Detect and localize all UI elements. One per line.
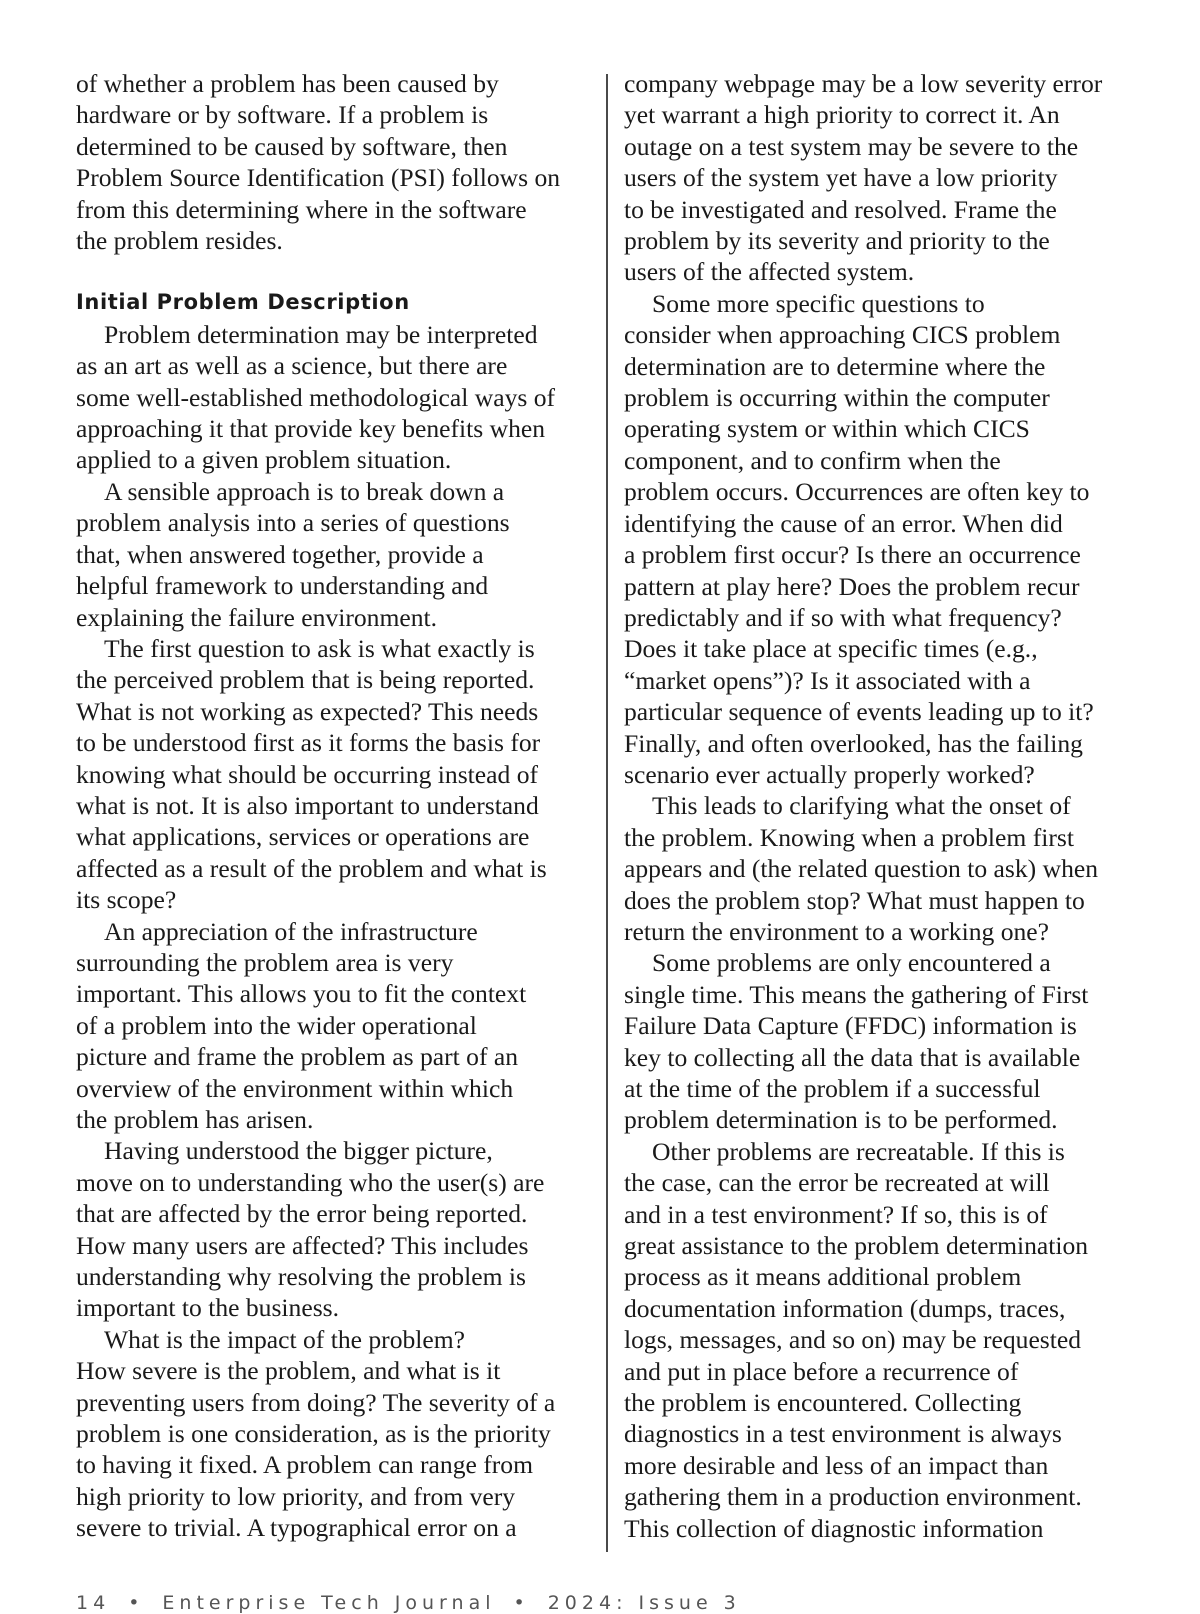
- right-column: [624, 68, 1144, 1544]
- footer-separator: •: [128, 1592, 145, 1614]
- intro-paragraph: of whether a problem has been caused by hardware or by software. If a problem is determined to be caused by software, then Problem Source Identification (PSI) follows on from this determining where in the software the problem resides.: [76, 69, 561, 256]
- body-paragraph: Problem determination may be interpreted as an art as well as a science, but there are some well-established methodological ways of approaching it that provide key benefits when applied to a given problem situation.: [76, 319, 556, 475]
- footer-separator: •: [513, 1592, 530, 1614]
- body-paragraph: This leads to clarifying what the onset of the problem. Knowing when a problem first appears and (the related question to ask) when does the problem stop? What must happen to return the environment to a working one?: [624, 791, 1099, 946]
- page-number: 14: [76, 1592, 111, 1614]
- body-paragraph: The first question to ask is what exactly is the perceived problem that is being reported. What is not working as expected? This needs to be understood first as it forms the basis for knowing what should be occurring instead of what is not. It is also important to understand what applications, services or operations are affected as a result of the problem and what is its scope?: [76, 633, 547, 915]
- left-column: [76, 68, 596, 1544]
- column-divider: [606, 74, 608, 1552]
- body-paragraph: A sensible approach is to break down a problem analysis into a series of questions that, when answered together, provide a helpful framework to understanding and explaining the failure environment.: [76, 476, 510, 632]
- body-paragraph: Having understood the bigger picture, move on to understanding who the user(s) are that are affected by the error being reported. How many users are affected? This includes understanding why resolving the problem is important to the business.: [76, 1136, 545, 1323]
- body-paragraph: What is the impact of the problem? How severe is the problem, and what is it preventing users from doing? The severity of a problem is one consideration, as is the priority to having it fixed. A problem can range from high priority to low priority, and from very severe to trivial. A typographical error on a: [76, 1324, 556, 1543]
- publication-name: Enterprise Tech Journal: [162, 1592, 496, 1614]
- body-paragraph: An appreciation of the infrastructure surrounding the problem area is very important. This allows you to fit the context of a problem into the wider operational picture and frame the problem as part of an overview of the environment within which the problem has arisen.: [76, 916, 527, 1134]
- body-paragraph: Other problems are recreatable. If this is the case, can the error be recreated at will and in a test environment? If so, this is of great assistance to the problem determination process as it means additional problem documentation information (dumps, traces, logs, messages, and so on) may be requested and put in place before a recurrence of the problem is encountered. Collecting diagnostics in a test environment is always more desirable and less of an impact than gathering them in a production environment. This collection of diagnostic information: [624, 1136, 1089, 1543]
- continued-paragraph: company webpage may be a low severity error yet warrant a high priority to correct it. An outage on a test system may be severe to the users of the system yet have a low priority to be investigated and resolved. Frame the problem by its severity and priority to the users of the affected system.: [624, 69, 1103, 287]
- section-heading: Initial Problem Description: [76, 290, 410, 315]
- issue-label: 2024: Issue 3: [547, 1592, 741, 1614]
- page-footer: [76, 1592, 741, 1614]
- body-paragraph: Some more specific questions to consider when approaching CICS problem determination are to determine where the problem is occurring within the computer operating system or within which CICS component, and to confirm when the problem occurs. Occurrences are often key to identifying the cause of an error. When did a problem first occur? Is there an occurrence pattern at play here? Does the problem recur predictably and if so with what frequency? Does it take place at specific times (e.g., “market opens”)? Is it associated with a particular sequence of events leading up to it? Finally, and often overlooked, has the failing scenario ever actually properly worked?: [624, 288, 1094, 789]
- body-paragraph: Some problems are only encountered a single time. This means the gathering of First Failure Data Capture (FFDC) information is key to collecting all the data that is available at the time of the problem if a successful problem determination is to be performed.: [624, 948, 1089, 1135]
